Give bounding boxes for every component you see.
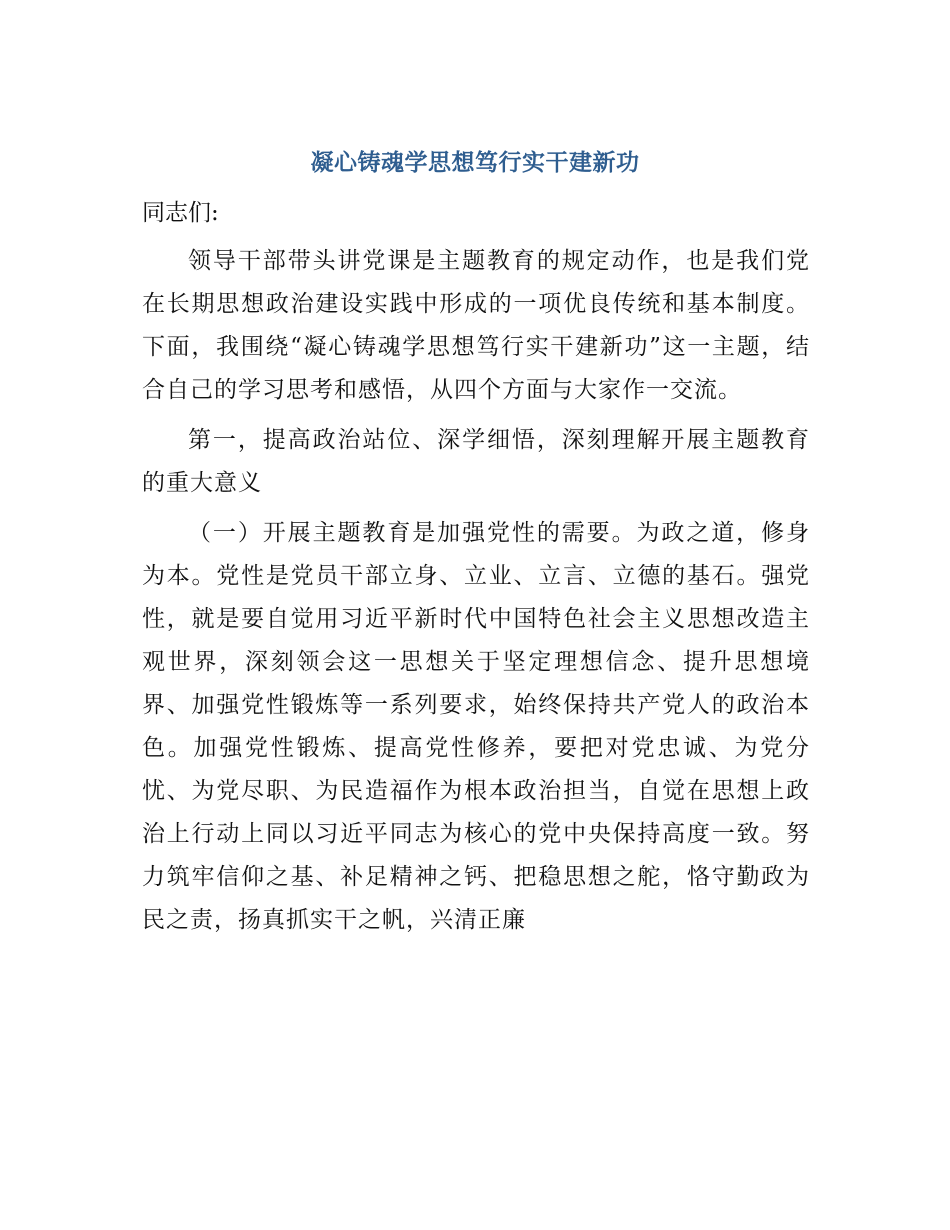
- salutation: 同志们:: [142, 200, 219, 226]
- paragraph-intro: [142, 240, 810, 412]
- paragraph-section-heading: [142, 419, 810, 505]
- subsection-text: （一）开展主题教育是加强党性的需要。为政之道，修身为本。党性是党员干部立身、立业、立言、立德的基石。强党性，就是要自觉用习近平新时代中国特色社会主义思想改造主观世界，深刻领会这一思想关于坚定理想信念、提升思想境界、加强党性锻炼等一系列要求，始终保持共产党人的政治本色。加强党性锻炼、提高党性修养，要把对党忠诚、为党分忧、为党尽职、为民造福作为根本政治担当，自觉在思想上政治上行动上同以习近平同志为核心的党中央保持高度一致。努力筑牢信仰之基、补足精神之钙、把稳思想之舵，恪守勤政为民之责，扬真抓实干之帆，兴清正廉: [142, 520, 810, 933]
- section-heading-text: 第一，提高政治站位、深学细悟，深刻理解开展主题教育的重大意义: [142, 427, 810, 496]
- paragraph-text: 领导干部带头讲党课是主题教育的规定动作，也是我们党在长期思想政治建设实践中形成的一项优良传统和基本制度。下面，我围绕“凝心铸魂学思想笃行实干建新功”这一主题，结合自己的学习思考和感悟，从四个方面与大家作一交流。: [142, 248, 810, 403]
- paragraph-subsection: [142, 512, 810, 942]
- document-title: 凝心铸魂学思想笃行实干建新功: [310, 149, 640, 176]
